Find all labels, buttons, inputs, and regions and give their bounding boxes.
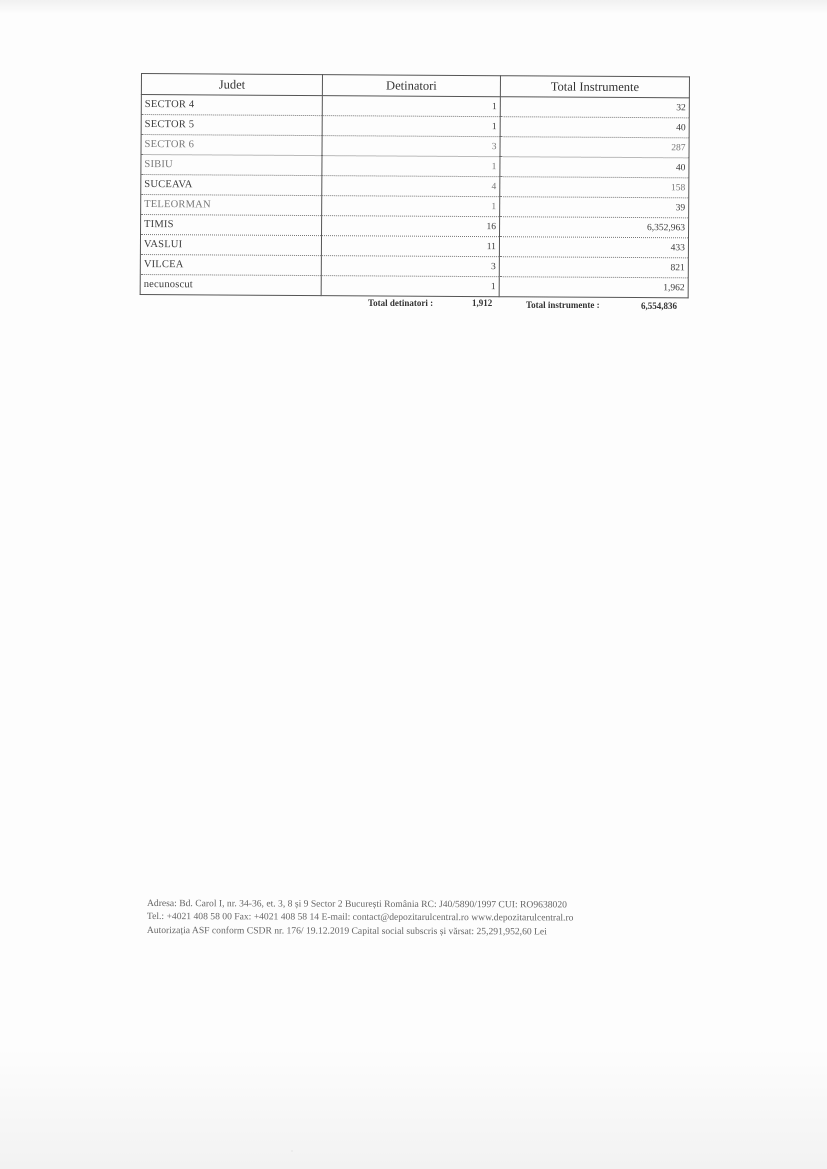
cell-judet: SIBIU	[141, 155, 322, 176]
cell-detinatori: 16	[322, 216, 500, 237]
scan-edge-top	[0, 0, 827, 14]
cell-judet: VASLUI	[140, 235, 321, 256]
cell-instrumente: 32	[500, 97, 689, 118]
cell-detinatori: 3	[321, 256, 499, 277]
cell-detinatori: 11	[321, 236, 499, 257]
cell-detinatori: 1	[322, 116, 500, 137]
total-detinatori-value: 1,912	[472, 298, 493, 308]
cell-instrumente: 40	[500, 117, 689, 138]
cell-detinatori: 4	[322, 176, 500, 197]
cell-instrumente: 821	[499, 257, 688, 278]
cell-detinatori: 1	[322, 156, 500, 177]
cell-instrumente: 287	[500, 137, 689, 158]
cell-instrumente: 39	[500, 197, 689, 218]
cell-instrumente: 433	[499, 237, 688, 258]
footer-address-line: Adresa: Bd. Carol I, nr. 34-36, et. 3, 8 și 9 Sector 2 București România RC: J40/5890/1997 CUI: RO9638020	[146, 898, 567, 911]
cell-judet: SECTOR 5	[141, 115, 322, 136]
cell-judet: VILCEA	[140, 254, 321, 275]
cell-detinatori: 3	[322, 136, 500, 157]
cell-judet: SECTOR 4	[141, 95, 322, 116]
cell-judet: TELEORMAN	[141, 195, 322, 216]
cell-judet: SECTOR 6	[141, 135, 322, 156]
company-footer	[147, 897, 667, 939]
holders-by-county-table	[140, 73, 690, 298]
cell-detinatori: 1	[321, 276, 499, 297]
table-row	[140, 274, 688, 297]
cell-instrumente: 6,352,963	[500, 217, 689, 238]
column-header-detinatori: Detinatori	[322, 75, 500, 97]
column-header-judet: Judet	[141, 74, 322, 96]
column-header-total-instrumente: Total Instrumente	[500, 76, 689, 98]
cell-judet: SUCEAVA	[141, 175, 322, 196]
total-detinatori-label: Total detinatori :	[368, 298, 434, 308]
cell-detinatori: 1	[322, 196, 500, 217]
cell-judet: TIMIS	[141, 215, 322, 236]
scan-edge-bottom	[0, 1049, 827, 1169]
cell-instrumente: 158	[500, 177, 689, 198]
total-instrumente-label: Total instrumente :	[526, 300, 600, 310]
cell-detinatori: 1	[322, 96, 500, 117]
footer-contact-line: Tel.: +4021 408 58 00 Fax: +4021 408 58 14 E-mail: contact@depozitarulcentral.ro www.depozitarulcentral.ro	[146, 911, 574, 924]
footer-authorization-line: Autorizația ASF conform CSDR nr. 176/ 19.12.2019 Capital social subscris și vărsat: 25,291,952,60 Lei	[146, 924, 547, 938]
cell-instrumente: 40	[500, 157, 689, 178]
cell-judet: necunoscut	[140, 274, 321, 295]
total-instrumente-value: 6,554,836	[641, 301, 677, 311]
cell-instrumente: 1,962	[499, 277, 688, 298]
